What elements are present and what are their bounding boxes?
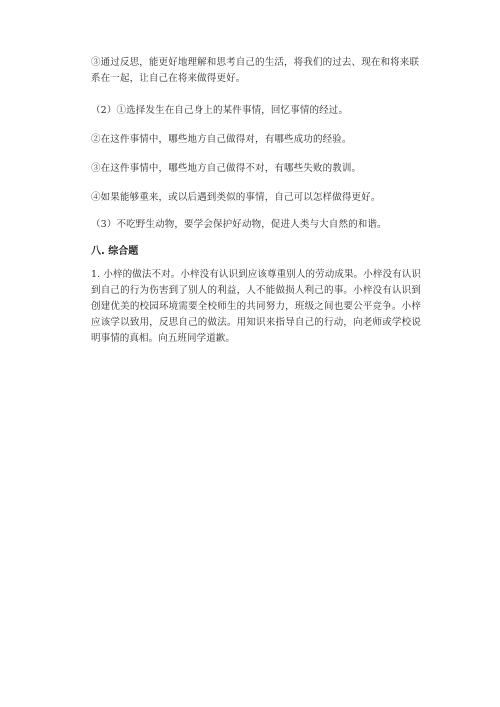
paragraph-step-3: ③在这件事情中，哪些地方自己做得不对，有哪些失败的教训。 xyxy=(91,163,362,174)
document-page xyxy=(91,55,421,347)
paragraph-step-2: ②在这件事情中，哪些地方自己做得对，有哪些成功的经验。 xyxy=(91,134,352,145)
section-heading: 八. 综合题 xyxy=(91,246,139,257)
paragraph-step-1: （2）①选择发生在自己身上的某件事情，回忆事情的经过。 xyxy=(91,105,349,116)
paragraph-step-4: ④如果能够重来，或以后遇到类似的事情，自己可以怎样做得更好。 xyxy=(91,192,381,203)
paragraph-answer-3: （3）不吃野生动物，要学会保护好动物，促进人类与大自然的和谐。 xyxy=(91,219,387,230)
paragraph-reflection-benefit: ③通过反思，能更好地理解和思考自己的生活，将我们的过去、现在和将来联系在一起，让自己在将来做得更好。 xyxy=(91,57,420,84)
answer-paragraph: 1. 小梓的做法不对。小梓没有认识到应该尊重别人的劳动成果。小梓没有认识到自己的行为伤害到了别人的利益，人不能做损人利己的事。小梓没有认识到创建优美的校园环境需要全校师生的共同努力，班级之间也要公平竞争。小梓应该学以致用，反思自己的做法。用知识来指导自己的行动，向老师或学校说明事情的真相。向五班同学道歉。 xyxy=(91,269,421,344)
